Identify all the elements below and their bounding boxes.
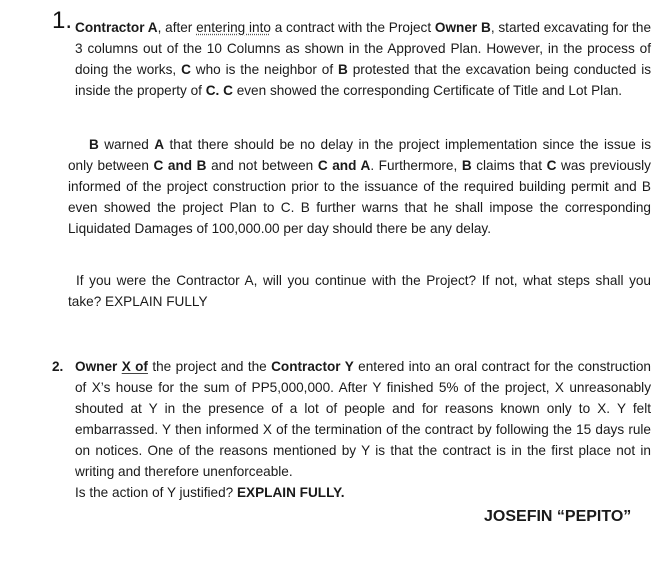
question-2-prompt: Is the action of Y justified? (75, 485, 237, 500)
text-run: entered into an oral contract for the construction of X’s house for the sum of PP5,000,000. After Y finished 5% of the project, X unreasonably shouted at Y in the presence of a lot of people and for reasons known only to X. Y felt embarrassed. Y then informed X of the termination of the contract by following the 15 days rule on notices. One of the reasons mentioned by Y is that the contract is in the first place not in writing and therefore unenforceable. (75, 359, 651, 479)
text-run: claims that (471, 158, 547, 173)
text-run: who is the neighbor of (190, 62, 339, 77)
party-b-term: B (461, 158, 472, 173)
party-a-term: A (154, 137, 165, 152)
text-run: . Furthermore, (370, 158, 462, 173)
party-c-term: C (181, 62, 191, 77)
owner-label: Owner (75, 359, 122, 374)
question-2-number: 2. (52, 359, 64, 374)
text-run: protested that the excavation being conducted is inside the property of (75, 62, 652, 98)
owner-b-term: Owner B (434, 20, 491, 35)
text-run: , after (157, 20, 197, 35)
c-and-a-term: C and A (317, 158, 371, 173)
question-1-paragraph-1 (75, 17, 651, 101)
explain-fully-term: EXPLAIN FULLY. (236, 485, 345, 500)
contractor-a-term: Contractor A (75, 20, 158, 35)
text-run: the project and the (147, 359, 272, 374)
text-run: and not between (206, 158, 318, 173)
party-b-term: B (338, 62, 348, 77)
contractor-y-term: Contractor Y (271, 359, 354, 374)
question-2-paragraph (75, 356, 651, 503)
party-b-term: B (89, 137, 99, 152)
question-1-paragraph-2 (68, 134, 651, 239)
text-run: a contract with the Project (270, 20, 435, 35)
text-run: warned (98, 137, 155, 152)
text-run: that there should be no delay in the project implementation since the issue is only between (68, 137, 651, 173)
text-run: , started excavating for the 3 columns out of the 10 Columns as shown in the Approved Plan. However, in the process of doing the works, (75, 20, 652, 77)
question-1-number: 1. (52, 7, 73, 34)
question-1-paragraph-3: If you were the Contractor A, will you continue with the Project? If not, what steps shall you take? EXPLAIN FULLY (68, 273, 651, 309)
owner-x-term: X of (121, 359, 148, 374)
text-run: even showed the corresponding Certificate of Title and Lot Plan. (232, 83, 623, 98)
text-run: was previously informed of the project construction prior to the issuance of the required building permit and B even showed the project Plan to C. B further warns that he shall impose the corresponding Liquidated Damages of 100,000.00 per day should there be any delay. (68, 158, 651, 236)
author-name: JOSEFIN “PEPITO” (484, 508, 632, 525)
party-c-term: C. C (205, 83, 233, 98)
c-and-b-term: C and B (153, 158, 207, 173)
entering-into-phrase: entering into (196, 20, 271, 35)
party-c-term: C (546, 158, 557, 173)
